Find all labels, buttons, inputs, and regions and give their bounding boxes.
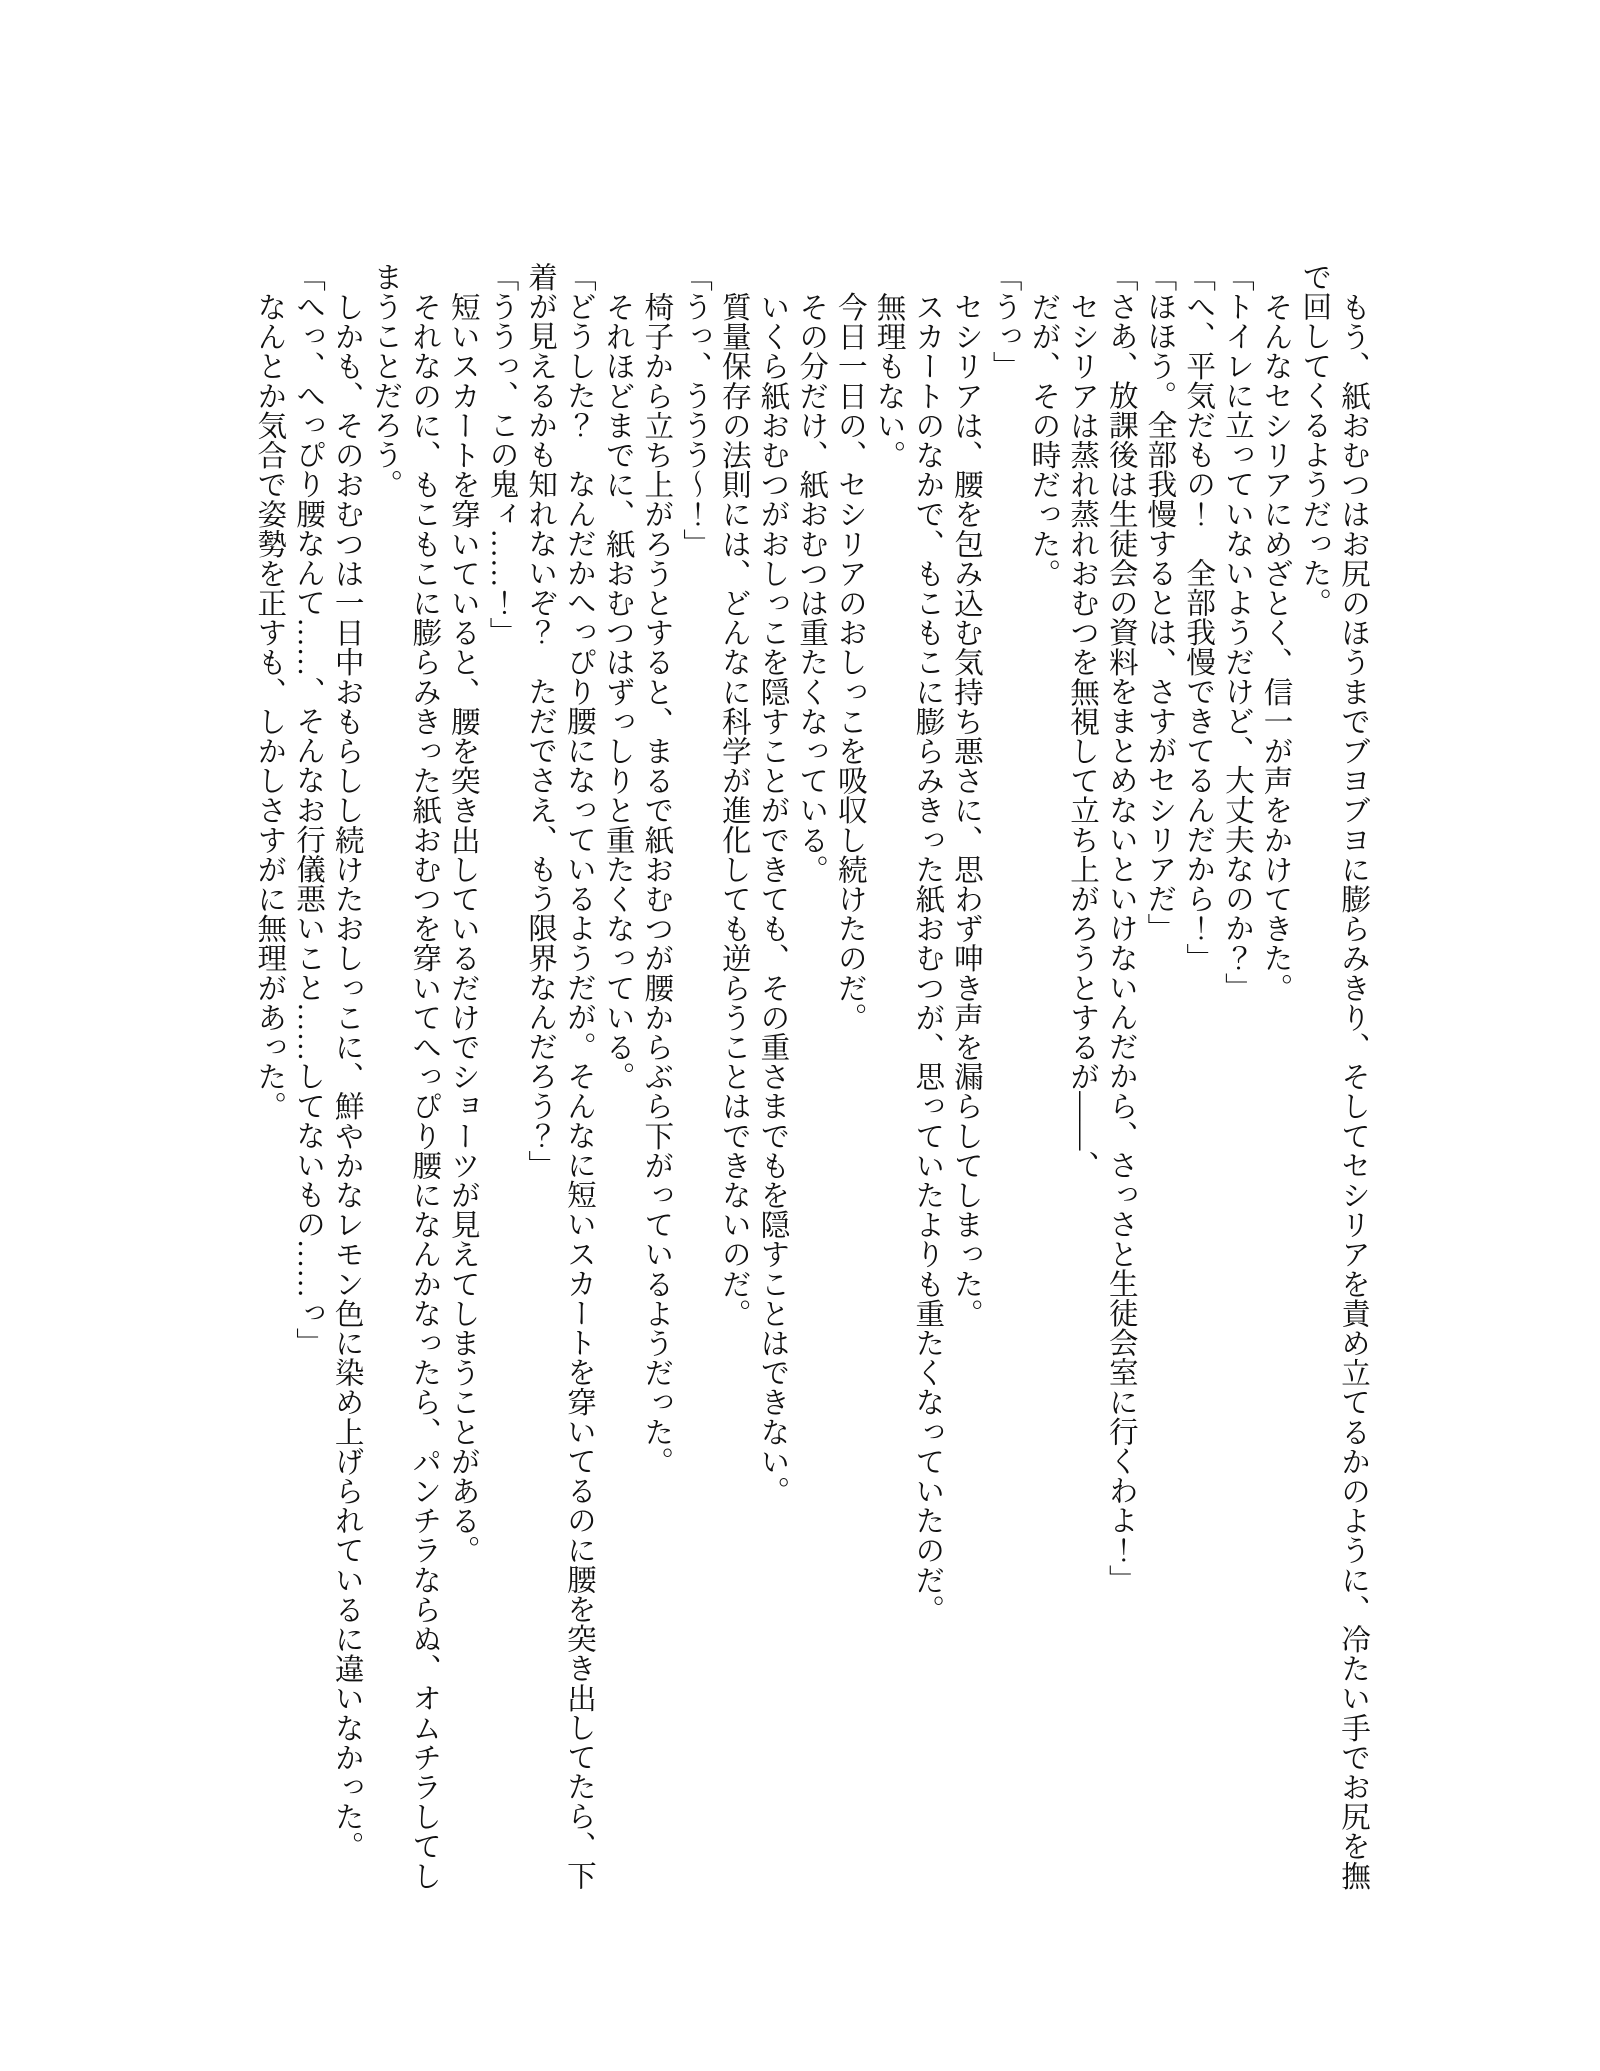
paragraph: セシリアは蒸れ蒸れおむつを無視して立ち上がろうとするが――、 [1066, 291, 1099, 1180]
paragraph: スカートのなかで、もこもこに膨らみきった紙おむつが、思っていたよりも重たくなっていたのだ。 [911, 291, 944, 1624]
paragraph: 椅子から立ち上がろうとすると、まるで紙おむつが腰からぶら下がっているようだった。 [640, 291, 673, 1476]
paragraph: 「トイレに立っていないようだけど、大丈夫なのか？」 [1220, 262, 1253, 1002]
paragraph: 今日一日の、セシリアのおしっこを吸収し続けたのだ。 [833, 291, 866, 1032]
paragraph: 「ほほう。全部我慢するとは、さすがセシリアだ」 [1143, 262, 1176, 943]
paragraph: 質量保存の法則には、どんなに科学が進化しても逆らうことはできないのだ。 [717, 291, 750, 1328]
paragraph: そんなセシリアにめざとく、信一が声をかけてきた。 [1259, 291, 1292, 1002]
paragraph: 短いスカートを穿いていると、腰を突き出しているだけでショーツが見えてしまうことがある。 [446, 291, 479, 1565]
novel-text-block [242, 262, 1372, 1902]
paragraph: なんとか気合で姿勢を正すも、しかしさすがに無理があった。 [253, 291, 286, 1121]
paragraph: セシリアは、腰を包み込む気持ち悪さに、思わず呻き声を漏らしてしまった。 [949, 291, 982, 1328]
paragraph: だが、その時だった。 [1027, 291, 1060, 588]
paragraph: 「どうした？ なんだかへっぴり腰になっているようだが。そんなに短いスカートを穿いてるのに腰を突き出してたら、下着が見えるかも知れないぞ？ ただでさえ、もう限界なんだろう？」 [524, 262, 595, 1890]
paragraph: それなのに、もこもこに膨らみきった紙おむつを穿いてへっぴり腰になんかなったら、パンチラならぬ、オムチラしてしまうことだろう。 [369, 262, 441, 1890]
paragraph: 「うっ」 [988, 262, 1021, 381]
paragraph: 「へ、平気だもの！ 全部我慢できてるんだから！」 [1182, 262, 1215, 973]
paragraph: しかも、そのおむつは一日中おもらしし続けたおしっこに、鮮やかなレモン色に染め上げられているに違いなかった。 [330, 291, 363, 1861]
paragraph: もう、紙おむつはお尻のほうまでブヨブヨに膨らみきり、そしてセシリアを責め立てるかのように、冷たい手でお尻を撫で回してくるようだった。 [1298, 262, 1369, 1890]
paragraph: いくら紙おむつがおしっこを隠すことができても、その重さまでもを隠すことはできない。 [756, 291, 789, 1506]
paragraph: 「へっ、へっぴり腰なんて……、そんなお行儀悪いこと……してないもの……っ」 [292, 262, 325, 1358]
paragraph: 無理もない。 [872, 291, 905, 470]
paragraph: 「ううっ、この鬼ィ……！」 [485, 262, 518, 647]
paragraph: その分だけ、紙おむつは重たくなっている。 [795, 291, 828, 884]
paragraph: それほどまでに、紙おむつはずっしりと重たくなっている。 [601, 291, 634, 1091]
paragraph: 「さあ、放課後は生徒会の資料をまとめないといけないんだから、さっさと生徒会室に行くわよ！」 [1104, 262, 1137, 1594]
paragraph: 「うっ、ううう〜！」 [679, 262, 712, 558]
